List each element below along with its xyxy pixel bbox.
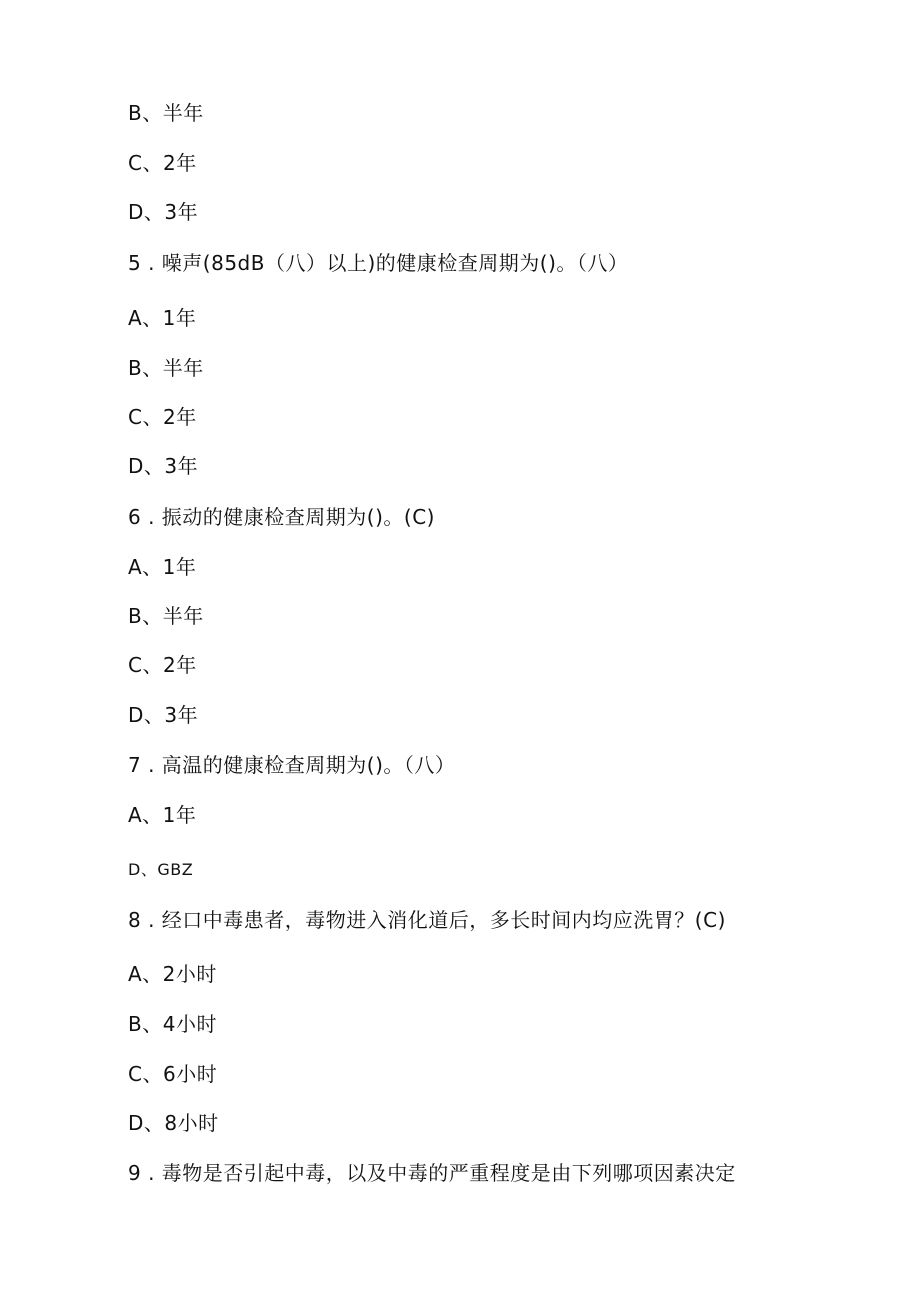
option-d: D、GBZ <box>128 860 194 879</box>
question-5: 5 . 噪声(85dB（八）以上)的健康检查周期为()。（八） <box>128 251 629 275</box>
option-c: C、6小时 <box>128 1062 218 1086</box>
option-d: D、3年 <box>128 454 199 478</box>
option-a: A、1年 <box>128 803 197 827</box>
option-c: C、2年 <box>128 653 197 677</box>
option-d: D、8小时 <box>128 1111 219 1135</box>
question-9: 9 . 毒物是否引起中毒，以及中毒的严重程度是由下列哪项因素决定 <box>128 1161 736 1185</box>
option-a: A、1年 <box>128 555 197 579</box>
option-d: D、3年 <box>128 703 199 727</box>
option-d: D、3年 <box>128 200 199 224</box>
question-8: 8 . 经口中毒患者，毒物进入消化道后，多长时间内均应洗胃？(C) <box>128 908 726 932</box>
option-a: A、1年 <box>128 306 197 330</box>
option-b: B、半年 <box>128 356 204 380</box>
option-b: B、4小时 <box>128 1012 217 1036</box>
option-b: B、半年 <box>128 101 204 125</box>
option-a: A、2小时 <box>128 962 217 986</box>
option-b: B、半年 <box>128 604 204 628</box>
option-c: C、2年 <box>128 405 197 429</box>
option-c: C、2年 <box>128 151 197 175</box>
question-7: 7 . 高温的健康检查周期为()。（八） <box>128 753 456 777</box>
question-6: 6 . 振动的健康检查周期为()。(C) <box>128 505 435 529</box>
